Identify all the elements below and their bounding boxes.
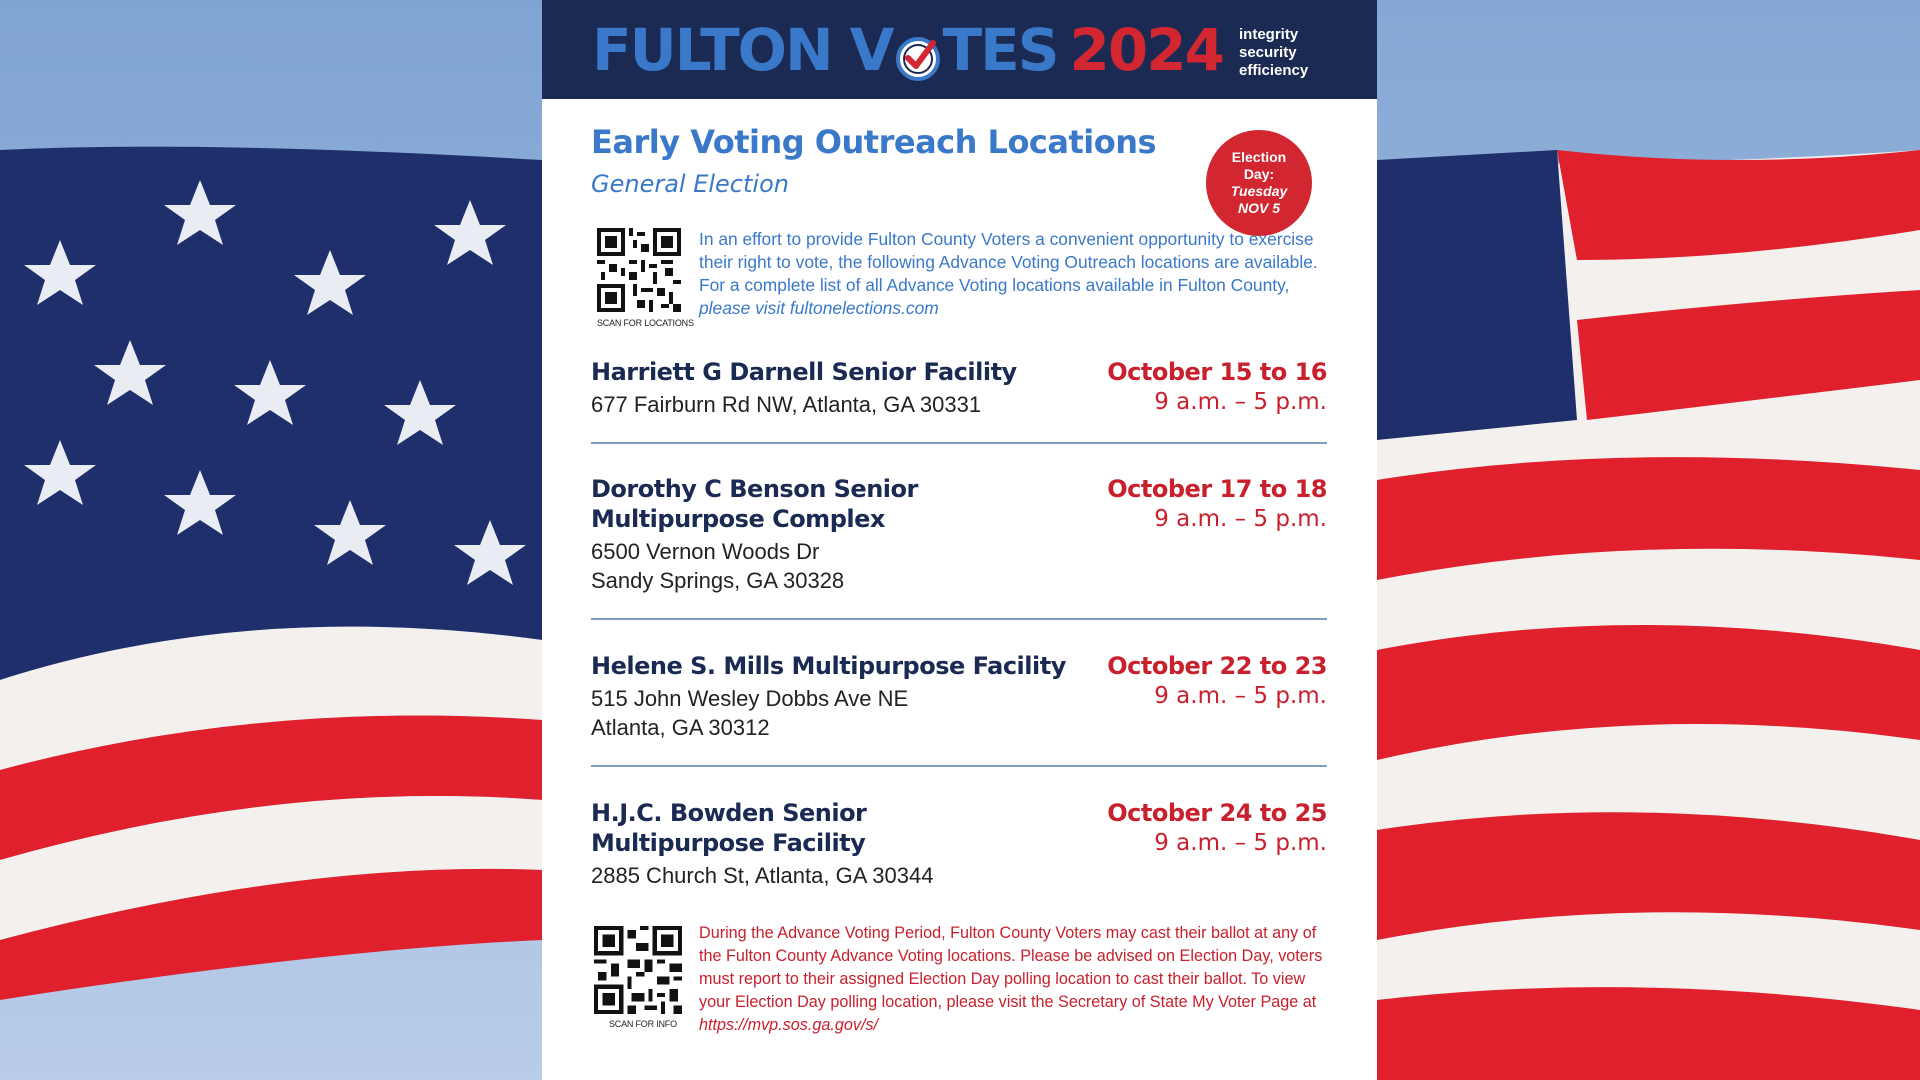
location-address — [591, 537, 1327, 595]
footer-text: During the Advance Voting Period, Fulton County Voters may cast their ballot at any of the Fulton County Advance Voting locations. Please be advised on Election Day, voters must report to their assigned Election Day polling location to cast their ballot. To view your Election Day polling location, please visit the Secretary of State My Voter Page at — [699, 924, 1323, 1011]
location-address-line: Sandy Springs, GA 30328 — [591, 568, 845, 593]
intro-text: In an effort to provide Fulton County Voters a convenient opportunity to exercise their right to vote, the following Advance Voting Outreach locations are available. For a complete list of all Advance Voting locations available in Fulton County, — [699, 229, 1318, 295]
location-address: 2885 Church St, Atlanta, GA 30344 — [591, 863, 934, 888]
badge-line: Tuesday — [1230, 183, 1288, 199]
tagline-line: efficiency — [1239, 62, 1309, 79]
location-dates: October 17 to 18 — [1107, 475, 1327, 503]
footer-paragraph — [699, 922, 1339, 1037]
location-name-line: Multipurpose Complex — [591, 505, 885, 533]
qr-code-locations-icon[interactable] — [597, 228, 681, 312]
flag-background-left — [0, 0, 542, 1080]
divider — [591, 442, 1327, 444]
website-link[interactable]: please visit fultonelections.com — [699, 298, 939, 318]
divider — [591, 765, 1327, 767]
fulton-votes-logo — [592, 18, 1223, 82]
election-day-badge — [1206, 130, 1312, 236]
location-address-line: Atlanta, GA 30312 — [591, 715, 770, 740]
badge-line: Day: — [1243, 166, 1275, 182]
qr-caption: SCAN FOR INFO — [609, 1019, 677, 1029]
voter-page-link[interactable]: https://mvp.sos.ga.gov/s/ — [699, 1016, 879, 1034]
brand-left: FULTON V — [592, 16, 893, 84]
tagline-line: integrity — [1239, 26, 1299, 43]
divider — [591, 618, 1327, 620]
location-dates: October 24 to 25 — [1107, 799, 1327, 827]
brand-mid: TES — [942, 16, 1058, 84]
location-dates: October 22 to 23 — [1107, 652, 1327, 680]
location-address-line: 6500 Vernon Woods Dr — [591, 539, 820, 564]
tagline-line: security — [1239, 44, 1297, 61]
page-subtitle: General Election — [591, 170, 789, 198]
tagline — [1239, 26, 1308, 80]
location-name-line: Dorothy C Benson Senior — [591, 475, 918, 503]
location-name-line: H.J.C. Bowden Senior — [591, 799, 867, 827]
location-entry — [591, 357, 1327, 419]
location-dates: October 15 to 16 — [1107, 358, 1327, 386]
location-entry — [591, 798, 1327, 890]
location-address: 677 Fairburn Rd NW, Atlanta, GA 30331 — [591, 392, 982, 417]
qr-code-info-icon[interactable] — [594, 926, 682, 1014]
location-entry — [591, 474, 1327, 595]
header-banner — [542, 0, 1377, 99]
badge-line: NOV 5 — [1237, 200, 1280, 216]
location-name-line: Multipurpose Facility — [591, 829, 866, 857]
badge-line: Election — [1231, 149, 1287, 165]
flag-background-right — [1377, 0, 1920, 1080]
location-hours: 9 a.m. – 5 p.m. — [1154, 830, 1327, 856]
location-hours: 9 a.m. – 5 p.m. — [1154, 389, 1327, 415]
location-hours: 9 a.m. – 5 p.m. — [1154, 683, 1327, 709]
intro-paragraph — [699, 228, 1319, 320]
brand-year: 2024 — [1069, 16, 1223, 84]
flyer — [542, 0, 1377, 1080]
check-circle-icon — [895, 27, 941, 73]
location-address-line: 515 John Wesley Dobbs Ave NE — [591, 686, 909, 711]
location-name: Helene S. Mills Multipurpose Facility — [591, 652, 1066, 680]
location-name: Harriett G Darnell Senior Facility — [591, 358, 1017, 386]
page-title: Early Voting Outreach Locations — [591, 123, 1157, 161]
qr-caption: SCAN FOR LOCATIONS — [597, 318, 694, 328]
location-hours: 9 a.m. – 5 p.m. — [1154, 506, 1327, 532]
location-entry — [591, 651, 1327, 742]
